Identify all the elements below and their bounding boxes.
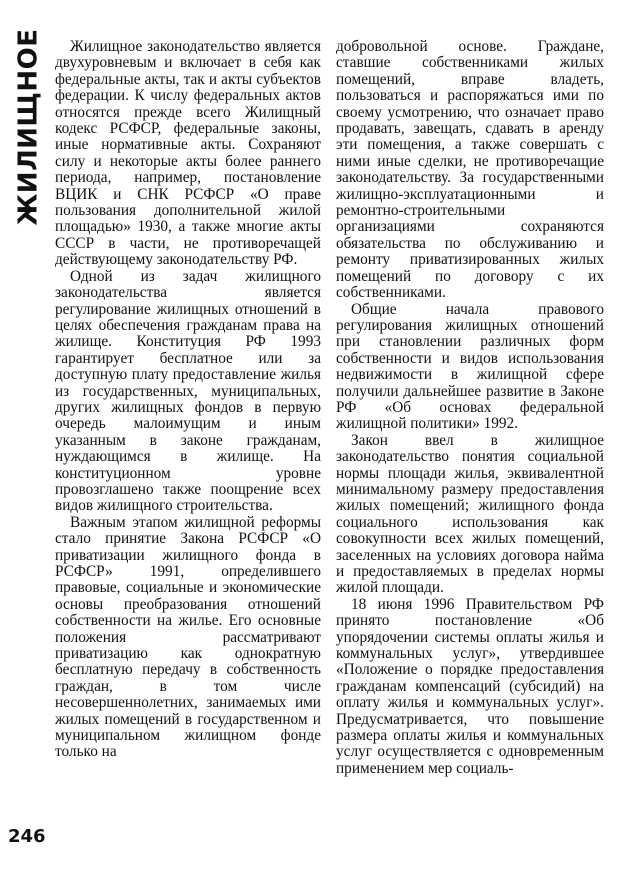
left-column	[55, 39, 321, 761]
running-header	[11, 28, 47, 226]
paragraph-continued: добровольной основе. Граждане, ставшие собственниками жилых помещений, вправе владеть, пользоваться и распоряжаться ими по своему усмотрению, что означает право продавать, завещать, сдавать в аренду эти помещения, а также совершать с ними иные сделки, не противоречащие законодательству. За государственными жилищно-эксплуатационными и ремонтно-строительными организациями сохраняются обязательства по обслуживанию и ремонту приватизированных жилых помещений по договору с их собственниками.	[336, 38, 604, 302]
page-number: 246	[8, 826, 46, 847]
running-header-text: ЖИЛИЩНОЕ	[14, 28, 45, 226]
paragraph: Важным этапом жилищной реформы стало принятие Закона РСФСР «О приватизации жилищного фонда в РСФСР» 1991, определившего правовые, социальные и экономические основы преобразования отношений собственности на жилье. Его основные положения рассматривают приватизацию как однократную бесплатную передачу в собственность граждан, в том числе несовершеннолетних, занимаемых ими жилых помещений в государственном и муниципальном жилищном фонде только на	[55, 513, 321, 761]
paragraph: Одной из задач жилищного законодательства является регулирование жилищных отношений в целях обеспечения гражданам права на жилище. Конституция РФ 1993 гарантирует бесплатное или за доступную плату предоставление жилья из государственных, муниципальных, других жилищных фондов в первую очередь малоимущим и иным указанным в законе гражданам, нуждающимся в жилище. На конституционном уровне провозглашено также поощрение всех видов жилищного строительства.	[55, 267, 321, 515]
paragraph: Жилищное законодательство является двухуровневым и включает в себя как федеральные акты, так и акты субъектов федерации. К числу федеральных актов относятся прежде всего Жилищный кодекс РСФСР, федеральные законы, иные нормативные акты. Сохраняют силу и некоторые акты более раннего периода, например, постановление ВЦИК и СНК РСФСР «О праве пользования дополнительной жилой площадью» 1930, а также многие акты СССР в части, не противоречащей действующему законодательству РФ.	[55, 38, 321, 269]
paragraph: 18 июня 1996 Правительством РФ принято постановление «Об упорядочении системы оплаты жилья и коммунальных услуг», утвердившее «Положение о порядке предоставления гражданам компенсаций (субсидий) на оплату жилья и коммунальных услуг». Предусматривается, что повышение размера оплаты жилья и коммунальных услуг осуществляется с одновременным применением мер социаль-	[336, 595, 604, 777]
paragraph: Закон ввел в жилищное законодательство понятия социальной нормы площади жилья, эквивалентной минимальному размеру предоставления жилых помещений; жилищного фонда социального использования как совокупности всех жилых помещений, заселенных на условиях договора найма и предоставляемых в пределах нормы жилой площади.	[336, 431, 604, 597]
right-column	[336, 39, 604, 777]
paragraph: Общие начала правового регулирования жилищных отношений при становлении различных форм собственности и видов использования недвижимости в жилищной сфере получили дальнейшее развитие в Законе РФ «Об основах федеральной жилищной политики» 1992.	[336, 300, 604, 433]
